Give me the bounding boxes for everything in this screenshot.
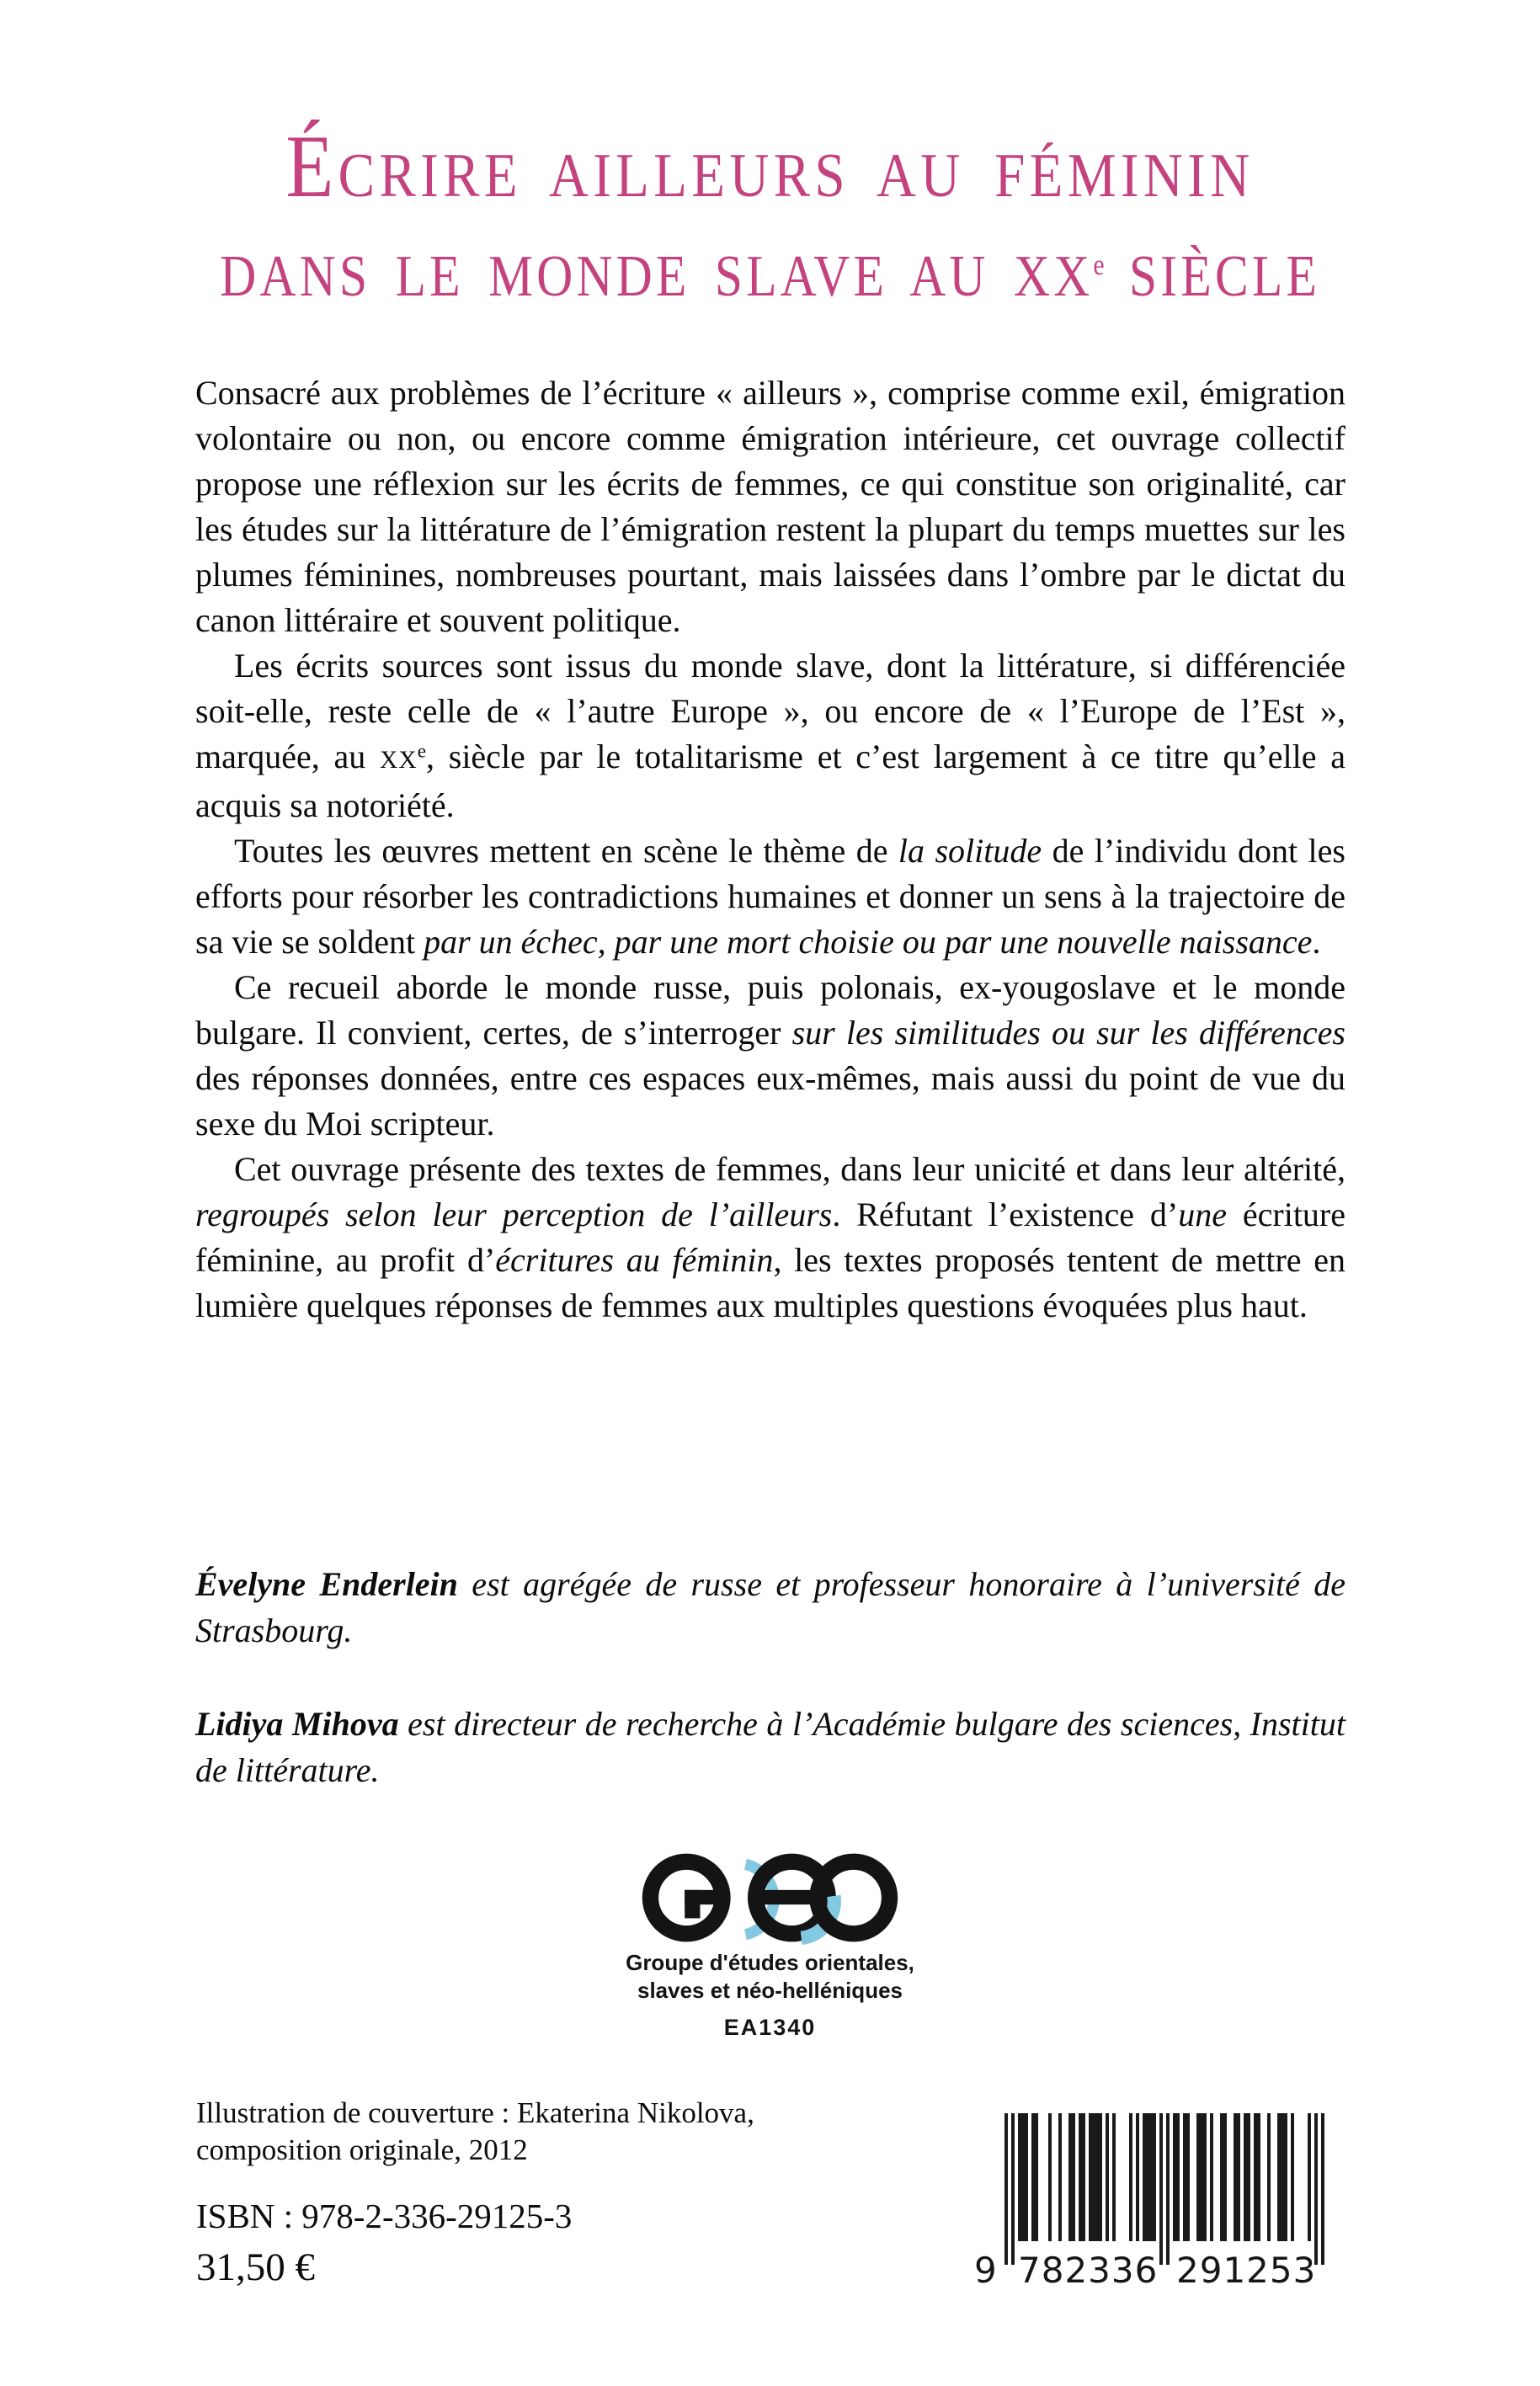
- text-run: , les textes proposés tentent de mettre en lumière quelques réponses de femmes aux multiples questions évoquées plus haut.: [195, 1241, 1346, 1324]
- barcode-bar: [1210, 2113, 1213, 2241]
- barcode-bar: [1136, 2113, 1139, 2241]
- ean-barcode: [974, 2113, 1324, 2303]
- barcode-bar: [1247, 2113, 1250, 2241]
- isbn: ISBN : 978-2-336-29125-3: [196, 2197, 573, 2235]
- text-run: Ce recueil aborde le monde russe, puis polonais, ex-yougoslave et le monde bulgare. Il convient, certes, de s’interroger: [195, 968, 1346, 1052]
- barcode-bar: [1004, 2113, 1008, 2265]
- paragraph: [195, 643, 1346, 828]
- text-run: .: [1312, 923, 1321, 961]
- text-run: , siècle par le totalitarisme et c’est largement à ce titre qu’elle a acquis sa notoriété.: [195, 738, 1346, 824]
- text-run: la solitude: [898, 832, 1042, 870]
- text-run: écriture féminine, au profit d’: [195, 1196, 1346, 1279]
- paragraph: [195, 965, 1346, 1147]
- barcode-bar: [1011, 2113, 1015, 2265]
- barcode-bar: [1277, 2113, 1281, 2241]
- barcode-bar: [1058, 2113, 1062, 2241]
- barcode-bar: [1021, 2113, 1025, 2241]
- barcode-digit-lead: 9: [974, 2250, 997, 2291]
- barcode-bar: [1092, 2113, 1095, 2241]
- title-superscript: e: [1093, 248, 1105, 281]
- author-bios: [195, 1561, 1346, 1840]
- geo-org-name-line2: slaves et néo-helléniques: [637, 1978, 903, 2003]
- barcode-bar: [1244, 2113, 1247, 2241]
- text-run: regroupés selon leur perception de l’ailleurs: [195, 1196, 833, 1233]
- barcode-bar: [1254, 2113, 1257, 2241]
- text-run: Consacré aux problèmes de l’écriture « ailleurs », comprise comme exil, émigration volontaire ou non, ou encore comme émigration intérieure, cet ouvrage collectif propose une réflexion sur les écrits de femmes, ce qui constitue son originalité, car les études sur la littérature de l’émigration restent la plupart du temps muettes sur les plumes féminines, nombreuses pourtant, mais laissées dans l’ombre par le dictat du canon littéraire et souvent politique.: [195, 374, 1346, 639]
- text-run: de l’individu dont les efforts pour résorber les contradictions humaines et donner un sens à la trajectoire de sa vie se soldent: [195, 832, 1346, 961]
- geo-org-name-line1: Groupe d'études orientales,: [626, 1950, 914, 1975]
- barcode-bar: [1220, 2113, 1223, 2241]
- paragraph: [195, 370, 1346, 643]
- text-run: des réponses données, entre ces espaces eux-mêmes, mais aussi du point de vue du sexe du Moi scripteur.: [195, 1059, 1346, 1142]
- barcode-bar: [1106, 2113, 1109, 2241]
- text-run: Les écrits sources sont issus du monde slave, dont la littérature, si différenciée soit-elle, reste celle de « l’autre Europe », ou encore de « l’Europe de l’Est », marquée, au: [195, 647, 1346, 775]
- text-run: Évelyne Enderlein: [195, 1565, 458, 1603]
- paragraph: [195, 1147, 1346, 1329]
- barcode-bar: [1048, 2113, 1052, 2241]
- barcode-bar: [1082, 2113, 1085, 2241]
- text-run: XX: [379, 747, 418, 774]
- text-run: est directeur de recherche à l’Académie bulgare des sciences, Institut de littérature.: [195, 1705, 1346, 1789]
- geo-logo-icon: [642, 1851, 899, 1945]
- credit-line2: composition originale, 2012: [196, 2133, 528, 2166]
- barcode-bar: [1234, 2113, 1237, 2241]
- barcode-bar: [1291, 2113, 1294, 2241]
- synopsis: [195, 370, 1346, 1329]
- price: 31,50 €: [196, 2245, 315, 2289]
- barcode-digits: [974, 2245, 1324, 2295]
- title-initial: É: [285, 117, 338, 216]
- text-run: Cet ouvrage présente des textes de femmes, dans leur unicité et dans leur altérité,: [234, 1150, 1346, 1188]
- book-title-line-1: [0, 117, 1540, 223]
- barcode-bars: [1004, 2113, 1324, 2265]
- barcode-bar: [1031, 2113, 1035, 2241]
- barcode-bar: [1203, 2113, 1207, 2241]
- barcode-bar: [1196, 2113, 1200, 2241]
- text-run: est agrégée de russe et professeur honoraire à l’université de Strasbourg.: [195, 1565, 1346, 1649]
- title-line2-text: DANS LE MONDE SLAVE AU XX: [220, 244, 1094, 310]
- barcode-digits-left: 782336: [1018, 2250, 1159, 2291]
- barcode-bar: [1018, 2113, 1021, 2241]
- credit-line1: Illustration de couverture : Ekaterina Nikolova,: [196, 2096, 754, 2129]
- paragraph: [195, 828, 1346, 965]
- barcode-bar: [1143, 2113, 1146, 2241]
- barcode-bar: [1223, 2113, 1227, 2241]
- geo-ea-code: EA1340: [723, 2015, 817, 2040]
- barcode-bar: [1308, 2113, 1311, 2241]
- barcode-bar: [1267, 2113, 1271, 2241]
- text-run: par un échec, par une mort choisie ou par une nouvelle naissance: [424, 923, 1313, 961]
- barcode-bar: [1129, 2113, 1132, 2241]
- barcode-bar: [1072, 2113, 1075, 2241]
- text-run: Toutes les œuvres mettent en scène le thème de: [234, 832, 898, 870]
- text-run: Lidiya Mihova: [195, 1705, 399, 1743]
- barcode-digits-right: 291253: [1176, 2250, 1317, 2291]
- barcode-bar: [1112, 2113, 1116, 2241]
- book-title: [0, 117, 1540, 311]
- barcode-bar: [1237, 2113, 1240, 2241]
- barcode-bar: [1284, 2113, 1287, 2241]
- barcode-bar: [1176, 2113, 1180, 2241]
- barcode-bar: [1173, 2113, 1176, 2241]
- barcode-bar: [1089, 2113, 1092, 2241]
- geo-logo-block: [0, 1851, 1540, 2041]
- barcode-bar: [1166, 2113, 1170, 2265]
- barcode-bar: [1183, 2113, 1186, 2241]
- cover-illustration-credit: [196, 2095, 754, 2169]
- barcode-bar: [1257, 2113, 1260, 2241]
- text-run: . Réfutant l’existence d’: [832, 1196, 1179, 1233]
- text-run: une: [1178, 1196, 1228, 1233]
- barcode-bar: [1079, 2113, 1082, 2241]
- title-line1-text: CRIRE AILLEURS AU FÉMININ: [338, 141, 1255, 210]
- barcode-bar: [1281, 2113, 1284, 2241]
- barcode-bar: [1200, 2113, 1203, 2241]
- barcode-bar: [1099, 2113, 1102, 2241]
- barcode-bar: [1153, 2113, 1156, 2241]
- barcode-bar: [1146, 2113, 1149, 2241]
- author-bio: [195, 1701, 1346, 1793]
- barcode-bar: [1035, 2113, 1038, 2241]
- book-title-line-2: [0, 232, 1540, 311]
- barcode-bar: [1095, 2113, 1099, 2241]
- barcode-bar: [1149, 2113, 1153, 2241]
- barcode-bar: [1314, 2113, 1318, 2265]
- barcode-bar: [1025, 2113, 1028, 2241]
- barcode-bar: [1068, 2113, 1072, 2241]
- barcode-bar: [1321, 2113, 1324, 2265]
- text-run: écritures au féminin: [495, 1241, 774, 1279]
- text-run: sur les similitudes ou sur les différences: [791, 1014, 1346, 1052]
- barcode-bar: [1186, 2113, 1190, 2241]
- title-line2-text-end: SIÈCLE: [1104, 244, 1320, 310]
- author-bio: [195, 1561, 1346, 1654]
- barcode-bar: [1159, 2113, 1163, 2265]
- text-run: e: [417, 740, 426, 763]
